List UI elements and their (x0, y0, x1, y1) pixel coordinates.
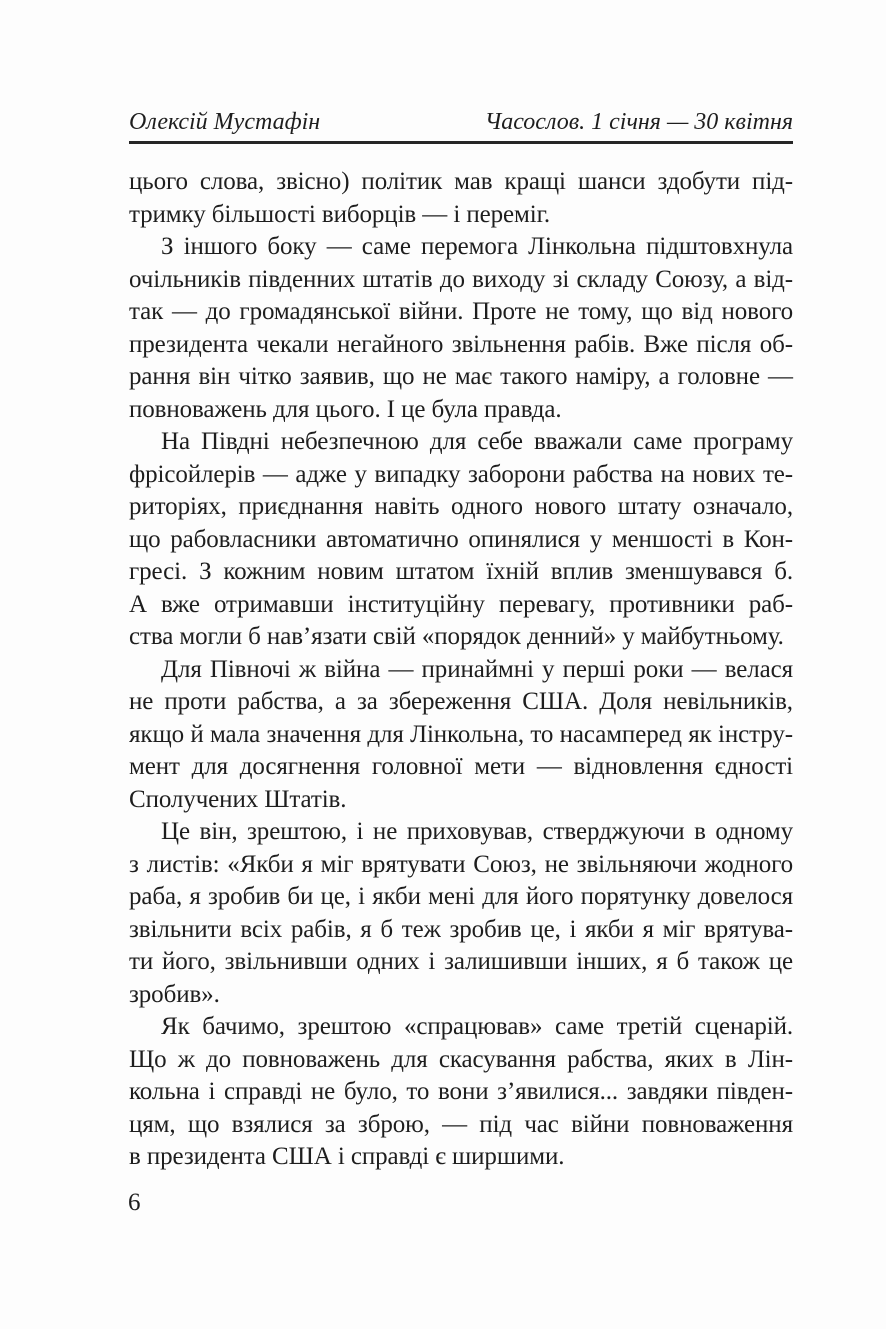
text-line (129, 946, 793, 979)
text-line-content: фрісойлерів — адже у випадку заборони рабства на нових те- (129, 460, 794, 488)
paragraph (129, 231, 793, 426)
text-line-content: так — до громадянської війни. Проте не тому, що від нового (129, 298, 794, 325)
text-line-content: На Півдні небезпечною для себе вважали саме програму (161, 428, 794, 455)
text-line (161, 654, 793, 687)
header-rule (129, 141, 793, 144)
text-line (129, 1109, 793, 1142)
body-text (129, 166, 793, 1174)
running-header-author: Олексій Мустафін (129, 109, 321, 135)
text-line (129, 524, 793, 557)
text-line-content: не проти рабства, а за збереження США. Доля невільників, (129, 688, 793, 715)
text-line-content: в президента США і справді є ширшими. (129, 1143, 565, 1170)
text-line-content: З іншого боку — саме перемога Лінкольна підштовхнула (161, 233, 793, 260)
paragraph (129, 166, 793, 231)
text-line (161, 231, 793, 264)
text-line-content: Як бачимо, зрештою «спрацював» саме третій сценарій. (161, 1013, 794, 1040)
text-line-content: Що ж до повноважень для скасування рабства, яких в Лін- (129, 1045, 794, 1073)
page-number: 6 (128, 1189, 141, 1216)
text-line (129, 621, 793, 654)
text-line (129, 979, 793, 1012)
text-line (129, 459, 793, 492)
text-line-content: ти його, звільнивши одних і залишивши інших, я б також це (129, 948, 794, 975)
text-line (161, 1011, 793, 1044)
text-line (129, 751, 793, 784)
text-line-content: з листів: «Якби я міг врятувати Союз, не звільняючи жодного (129, 850, 794, 878)
running-header-title: Часослов. 1 січня — 30 квітня (484, 109, 793, 135)
text-line (129, 264, 793, 297)
text-line (129, 1044, 793, 1077)
text-line (129, 296, 793, 329)
text-line-content: звільнити всіх рабів, я б теж зробив це, і якби я міг врятува- (129, 915, 793, 943)
text-line (129, 719, 793, 752)
text-line (161, 816, 793, 849)
running-header (129, 108, 793, 136)
text-line (161, 426, 793, 459)
text-line-content: А вже отримавши інституційну перевагу, противники раб- (129, 590, 794, 618)
text-line-content: цього слова, звісно) політик мав кращі шанси здобути під- (129, 168, 794, 195)
text-line-content: цям, що взялися за зброю, — під час війни повноваження (129, 1110, 793, 1138)
text-line (129, 556, 793, 589)
text-line-content: Це він, зрештою, і не приховував, стверджуючи в одному (161, 818, 794, 845)
text-line (129, 589, 793, 622)
text-line-content: кольна і справді не було, то вони з’явилися... завдяки півден- (129, 1078, 793, 1105)
text-line (129, 361, 793, 394)
text-line (129, 686, 793, 719)
text-line-content: гресі. З кожним новим штатом їхній вплив зменшувався б. (129, 558, 793, 585)
paragraph (129, 816, 793, 1011)
text-line (129, 1141, 793, 1174)
paragraph (129, 654, 793, 817)
text-line (129, 329, 793, 362)
text-line-content: президента чекали негайного звільнення рабів. Вже після об- (129, 330, 793, 358)
text-line (129, 881, 793, 914)
text-line (129, 914, 793, 947)
text-line (129, 1076, 793, 1109)
text-line (129, 166, 793, 199)
text-line-content: тримку більшості виборців — і переміг. (129, 200, 551, 228)
text-line-content: ства могли б нав’язати свій «порядок денний» у майбутньому. (129, 623, 784, 650)
text-line-content: що рабовласники автоматично опинялися у меншості в Кон- (129, 525, 794, 553)
text-line-content: очільників південних штатів до виходу зі складу Союзу, а від- (129, 265, 794, 293)
text-line-content: раба, я зробив би це, і якби мені для його порятунку довелося (129, 883, 794, 910)
paragraph (129, 426, 793, 654)
text-line (129, 849, 793, 882)
paragraph (129, 1011, 793, 1174)
text-line-content: повноважень для цього. І це була правда. (129, 395, 562, 423)
text-line-content: зробив». (129, 980, 220, 1008)
text-line-content: мент для досягнення головної мети — відновлення єдності (129, 753, 793, 780)
text-line-content: Для Півночі ж війна — принаймні у перші роки — велася (161, 655, 794, 683)
text-line-content: якщо й мала значення для Лінкольна, то насамперед як інстру- (129, 720, 793, 748)
text-line (129, 394, 793, 427)
text-line (129, 784, 793, 817)
text-line-content: рання він чітко заявив, що не має такого наміру, а головне — (129, 363, 793, 390)
text-line-content: Сполучених Штатів. (129, 785, 347, 813)
text-line-content: риторіях, приєднання навіть одного нового штату означало, (129, 493, 793, 520)
text-line (129, 491, 793, 524)
text-line (129, 199, 793, 232)
